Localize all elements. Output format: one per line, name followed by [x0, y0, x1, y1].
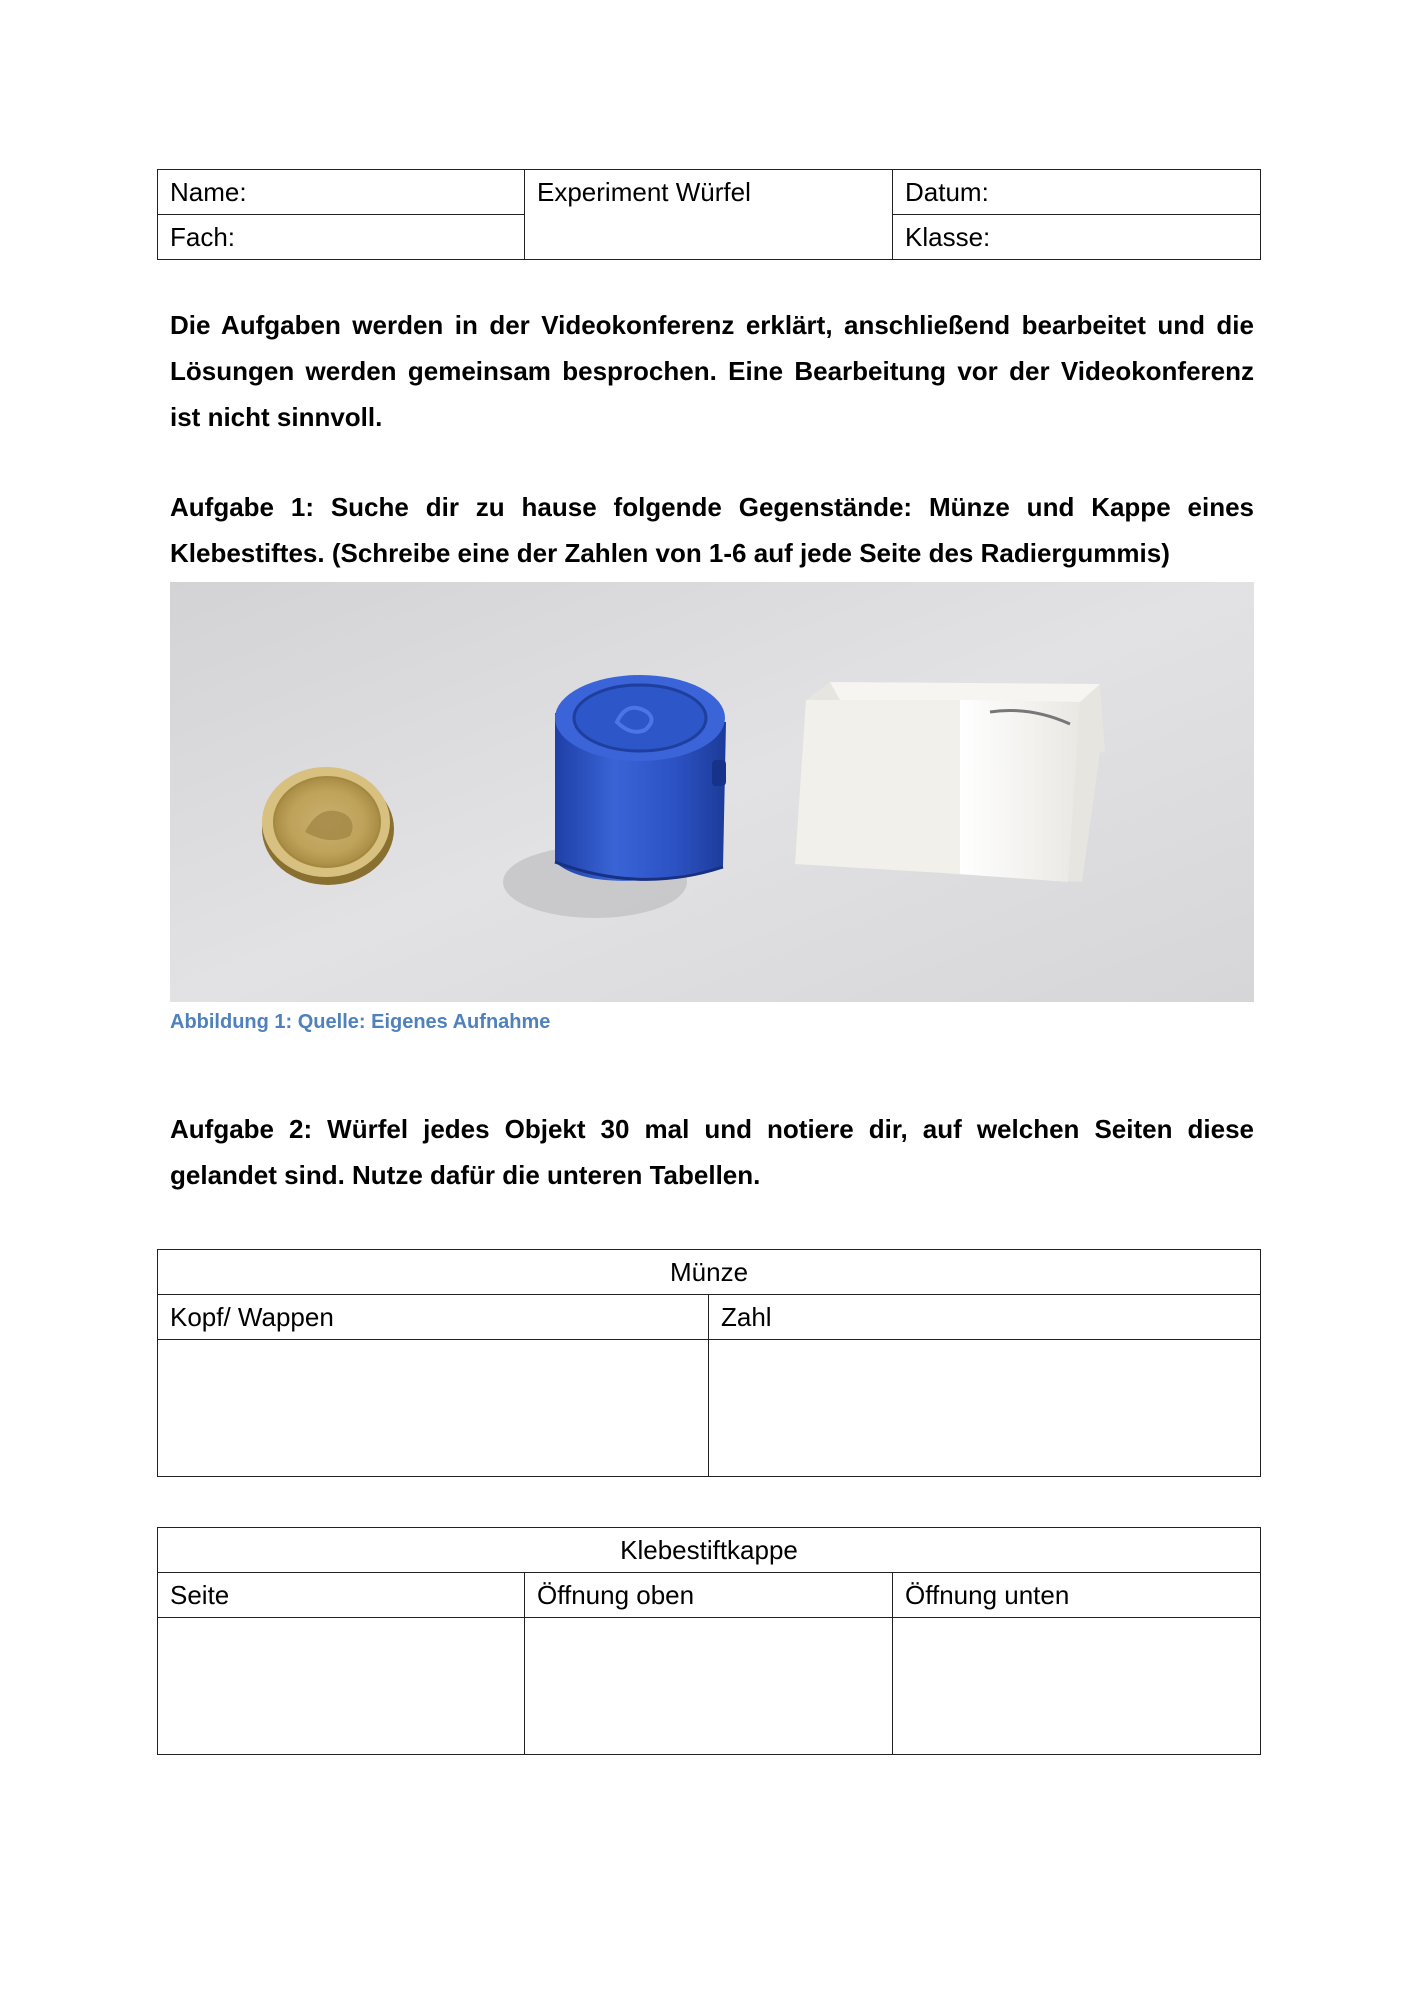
cap-column-opening-up: Öffnung oben	[525, 1573, 893, 1618]
coin-column-heads: Kopf/ Wappen	[158, 1295, 709, 1340]
header-table	[157, 169, 1261, 260]
name-field-label: Name:	[158, 170, 525, 215]
eraser-object	[795, 682, 1105, 882]
coin-heads-tally-cell[interactable]	[158, 1340, 709, 1477]
task-1-text: Aufgabe 1: Suche dir zu hause folgende Gegenstände: Münze und Kappe eines Klebestiftes. (Schreibe eine der Zahlen von 1-6 auf jede Seite des Radiergummis)	[170, 492, 1254, 568]
cap-column-side: Seite	[158, 1573, 525, 1618]
coin-column-tails: Zahl	[709, 1295, 1261, 1340]
figure-1-caption: Abbildung 1: Quelle: Eigenes Aufnahme	[170, 1011, 551, 1033]
date-field-label: Datum:	[893, 170, 1261, 215]
cap-results-table	[157, 1527, 1261, 1755]
coin-tails-tally-cell[interactable]	[709, 1340, 1261, 1477]
cap-table-title: Klebestiftkappe	[158, 1528, 1261, 1573]
cap-opening-up-tally-cell[interactable]	[525, 1618, 893, 1755]
cap-side-tally-cell[interactable]	[158, 1618, 525, 1755]
subject-field-label: Fach:	[158, 215, 525, 260]
figure-1-photo	[170, 582, 1254, 1002]
coin-results-table	[157, 1249, 1261, 1477]
class-field-label: Klasse:	[893, 215, 1261, 260]
intro-paragraph: Die Aufgaben werden in der Videokonferenz erklärt, anschließend bearbeitet und die Lösungen werden gemeinsam besprochen. Eine Bearbeitung vor der Videokonferenz ist nicht sinnvoll.	[170, 310, 1254, 432]
worksheet-title: Experiment Würfel	[525, 170, 893, 260]
coin-table-title: Münze	[158, 1250, 1261, 1295]
task-2-text: Aufgabe 2: Würfel jedes Objekt 30 mal und notiere dir, auf welchen Seiten diese gelandet sind. Nutze dafür die unteren Tabellen.	[170, 1114, 1254, 1190]
cap-column-opening-down: Öffnung unten	[893, 1573, 1261, 1618]
cap-opening-down-tally-cell[interactable]	[893, 1618, 1261, 1755]
